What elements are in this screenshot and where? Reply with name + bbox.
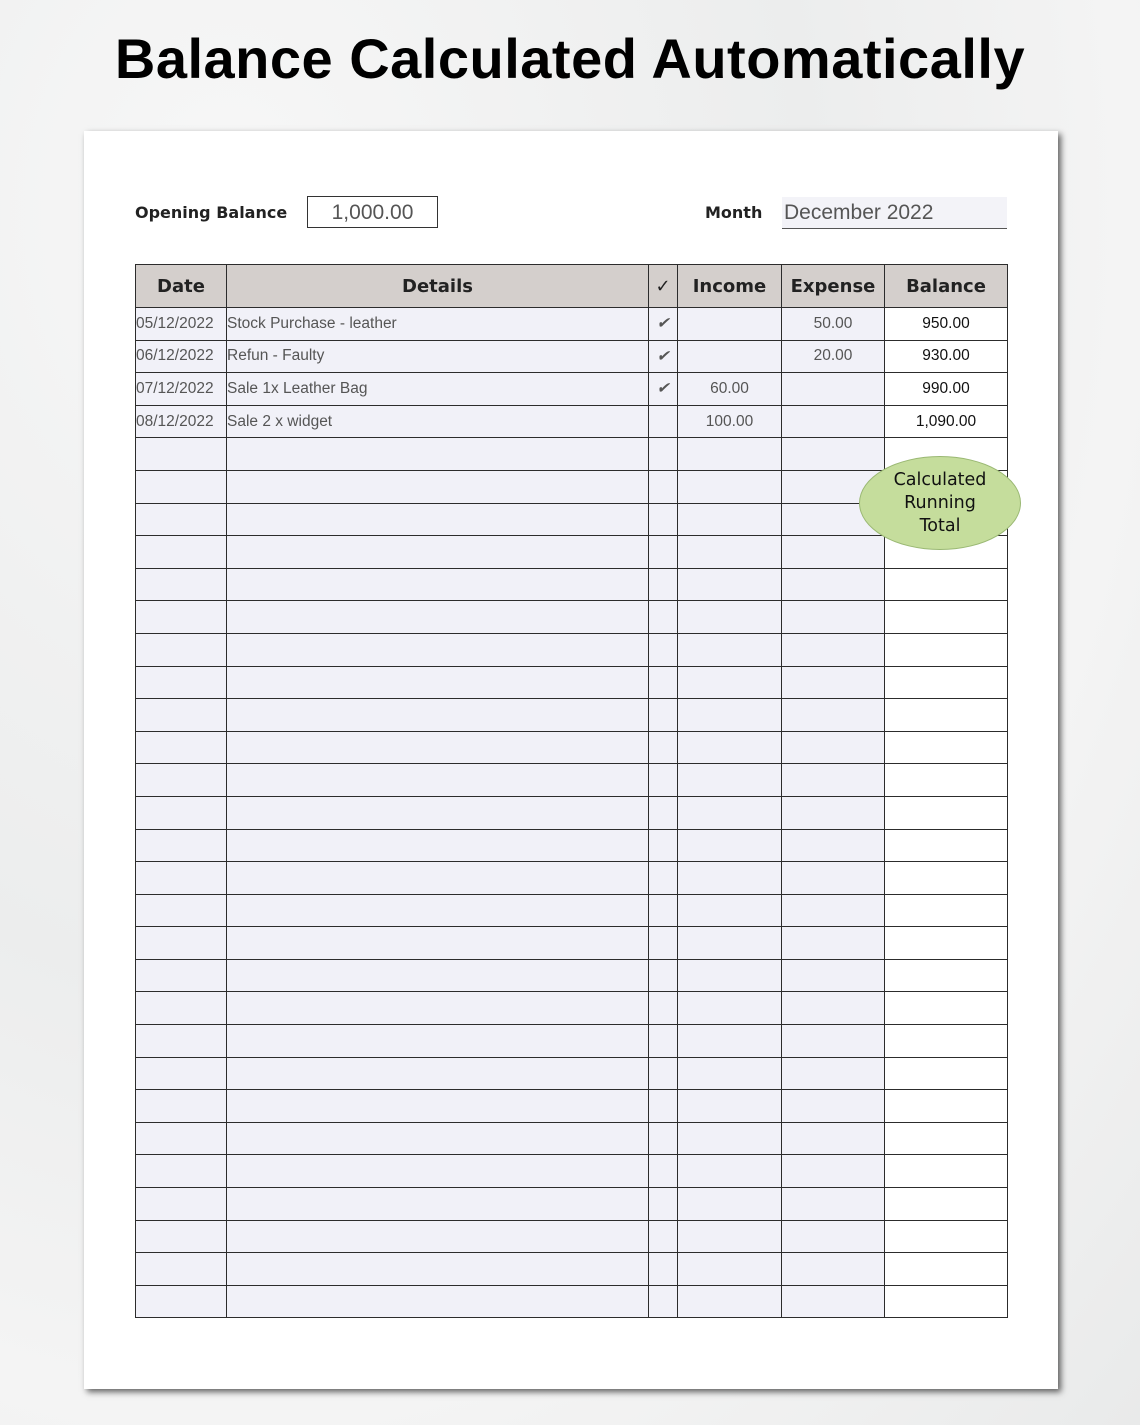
expense-cell[interactable] [782,764,885,797]
details-cell[interactable] [227,470,649,503]
details-cell[interactable] [227,731,649,764]
date-cell[interactable] [136,438,227,471]
check-cell[interactable] [649,927,678,960]
header-details: Details [227,265,649,308]
balance-cell [885,927,1008,960]
details-cell[interactable] [227,1188,649,1221]
details-cell[interactable] [227,829,649,862]
details-cell[interactable] [227,633,649,666]
balance-cell [885,829,1008,862]
expense-cell[interactable] [782,373,885,406]
check-cell[interactable] [649,438,678,471]
income-cell[interactable] [678,1057,782,1090]
header-balance: Balance [885,265,1008,308]
callout-line-2: Running [904,492,976,513]
table-row [136,731,1008,764]
income-cell[interactable] [678,1220,782,1253]
income-cell[interactable] [678,1090,782,1123]
date-cell[interactable] [136,764,227,797]
details-cell[interactable] [227,536,649,569]
income-cell[interactable] [678,1025,782,1058]
expense-cell[interactable] [782,568,885,601]
balance-cell [885,1253,1008,1286]
check-cell[interactable] [649,699,678,732]
balance-cell [885,601,1008,634]
table-row [136,373,1008,406]
header-income: Income [678,265,782,308]
table-row [136,1057,1008,1090]
callout-line-3: Total [919,515,961,536]
header-check: ✓ [649,265,678,308]
details-cell[interactable] [227,894,649,927]
balance-cell [885,764,1008,797]
income-cell[interactable] [678,1285,782,1318]
details-cell[interactable] [227,1025,649,1058]
balance-cell [885,1057,1008,1090]
income-cell[interactable] [678,308,782,341]
check-cell[interactable] [649,568,678,601]
check-cell[interactable] [649,405,678,438]
date-cell[interactable] [136,1253,227,1286]
expense-cell[interactable] [782,927,885,960]
header-date: Date [136,265,227,308]
check-cell[interactable]: ✔ [649,373,678,406]
income-cell[interactable] [678,894,782,927]
table-row [136,699,1008,732]
details-cell[interactable]: Stock Purchase - leather [227,308,649,341]
table-row [136,1253,1008,1286]
table-row [136,927,1008,960]
header-expense: Expense [782,265,885,308]
table-row [136,959,1008,992]
balance-cell [885,568,1008,601]
date-cell[interactable] [136,1220,227,1253]
expense-cell[interactable] [782,959,885,992]
header-row [136,265,1008,308]
details-cell[interactable] [227,796,649,829]
date-cell[interactable] [136,1057,227,1090]
date-cell[interactable] [136,601,227,634]
check-cell[interactable] [649,959,678,992]
details-cell[interactable] [227,601,649,634]
table-row [136,405,1008,438]
ledger-table [135,264,1008,1318]
date-cell[interactable] [136,731,227,764]
check-cell[interactable] [649,1025,678,1058]
income-cell[interactable] [678,1253,782,1286]
income-cell[interactable] [678,340,782,373]
expense-cell[interactable] [782,1155,885,1188]
balance-cell [885,1188,1008,1221]
income-cell[interactable] [678,568,782,601]
expense-cell[interactable] [782,1122,885,1155]
table-row [136,633,1008,666]
check-cell[interactable] [649,894,678,927]
income-cell[interactable] [678,438,782,471]
check-cell[interactable]: ✔ [649,340,678,373]
expense-cell[interactable] [782,633,885,666]
date-cell[interactable] [136,536,227,569]
expense-cell[interactable] [782,829,885,862]
date-cell[interactable]: 08/12/2022 [136,405,227,438]
date-cell[interactable] [136,1122,227,1155]
expense-cell[interactable] [782,1188,885,1221]
expense-cell[interactable] [782,405,885,438]
income-cell[interactable] [678,536,782,569]
income-cell[interactable] [678,959,782,992]
check-cell[interactable] [649,796,678,829]
balance-cell [885,699,1008,732]
expense-cell[interactable]: 20.00 [782,340,885,373]
date-cell[interactable] [136,894,227,927]
month-label: Month [705,203,763,222]
income-cell[interactable] [678,601,782,634]
details-cell[interactable] [227,1285,649,1318]
expense-cell[interactable] [782,1253,885,1286]
balance-cell: 930.00 [885,340,1008,373]
date-cell[interactable] [136,796,227,829]
balance-cell [885,633,1008,666]
callout-line-1: Calculated [893,469,987,490]
income-cell[interactable] [678,1155,782,1188]
details-cell[interactable] [227,503,649,536]
income-cell[interactable] [678,1122,782,1155]
income-cell[interactable] [678,503,782,536]
income-cell[interactable] [678,927,782,960]
balance-cell [885,1122,1008,1155]
date-cell[interactable]: 07/12/2022 [136,373,227,406]
income-cell[interactable] [678,1188,782,1221]
details-cell[interactable] [227,568,649,601]
expense-cell[interactable] [782,699,885,732]
table-row [136,1025,1008,1058]
check-cell[interactable] [649,829,678,862]
check-cell[interactable] [649,992,678,1025]
expense-cell[interactable] [782,862,885,895]
check-cell[interactable] [649,1188,678,1221]
table-row [136,340,1008,373]
table-row [136,1188,1008,1221]
details-cell[interactable] [227,666,649,699]
check-cell[interactable] [649,633,678,666]
details-cell[interactable] [227,927,649,960]
expense-cell[interactable] [782,1025,885,1058]
expense-cell[interactable] [782,536,885,569]
income-cell[interactable]: 100.00 [678,405,782,438]
check-cell[interactable] [649,1090,678,1123]
balance-cell [885,666,1008,699]
check-cell[interactable] [649,1057,678,1090]
details-cell[interactable] [227,959,649,992]
table-row [136,1220,1008,1253]
table-row [136,862,1008,895]
balance-cell [885,1025,1008,1058]
expense-cell[interactable] [782,601,885,634]
date-cell[interactable] [136,1155,227,1188]
date-cell[interactable] [136,1090,227,1123]
table-row [136,1090,1008,1123]
ledger-sheet [84,131,1058,1389]
date-cell[interactable] [136,568,227,601]
income-cell[interactable] [678,470,782,503]
balance-cell [885,1090,1008,1123]
check-cell[interactable] [649,1285,678,1318]
expense-cell[interactable] [782,1090,885,1123]
details-cell[interactable] [227,764,649,797]
details-cell[interactable] [227,1090,649,1123]
date-cell[interactable] [136,1188,227,1221]
check-cell[interactable] [649,536,678,569]
month-field[interactable]: December 2022 [782,197,1007,229]
balance-cell [885,959,1008,992]
income-cell[interactable] [678,862,782,895]
income-cell[interactable] [678,764,782,797]
details-cell[interactable] [227,1253,649,1286]
check-cell[interactable] [649,764,678,797]
table-row [136,829,1008,862]
details-cell[interactable]: Sale 1x Leather Bag [227,373,649,406]
check-cell[interactable] [649,470,678,503]
table-row [136,601,1008,634]
date-cell[interactable] [136,862,227,895]
date-cell[interactable]: 05/12/2022 [136,308,227,341]
balance-cell [885,1155,1008,1188]
balance-cell [885,894,1008,927]
income-cell[interactable] [678,699,782,732]
date-cell[interactable] [136,1285,227,1318]
details-cell[interactable] [227,992,649,1025]
expense-cell[interactable] [782,666,885,699]
table-row [136,764,1008,797]
check-cell[interactable] [649,601,678,634]
expense-cell[interactable] [782,438,885,471]
balance-cell: 950.00 [885,308,1008,341]
balance-cell [885,1285,1008,1318]
details-cell[interactable] [227,1220,649,1253]
income-cell[interactable]: 60.00 [678,373,782,406]
table-row [136,666,1008,699]
table-row [136,1285,1008,1318]
check-cell[interactable] [649,1122,678,1155]
date-cell[interactable] [136,829,227,862]
income-cell[interactable] [678,666,782,699]
date-cell[interactable] [136,470,227,503]
expense-cell[interactable] [782,1285,885,1318]
details-cell[interactable] [227,1122,649,1155]
check-cell[interactable] [649,1253,678,1286]
date-cell[interactable] [136,699,227,732]
date-cell[interactable] [136,1025,227,1058]
details-cell[interactable] [227,699,649,732]
headline: Balance Calculated Automatically [114,27,1026,90]
check-cell[interactable] [649,1155,678,1188]
check-cell[interactable] [649,731,678,764]
details-cell[interactable] [227,1155,649,1188]
running-total-callout [859,456,1021,550]
balance-cell [885,1220,1008,1253]
details-cell[interactable] [227,1057,649,1090]
balance-cell [885,731,1008,764]
date-cell[interactable] [136,959,227,992]
details-cell[interactable]: Refun - Faulty [227,340,649,373]
expense-cell[interactable] [782,731,885,764]
check-cell[interactable] [649,862,678,895]
balance-cell [885,796,1008,829]
date-cell[interactable] [136,666,227,699]
table-row [136,894,1008,927]
income-cell[interactable] [678,633,782,666]
check-cell[interactable] [649,503,678,536]
income-cell[interactable] [678,829,782,862]
expense-cell[interactable] [782,1220,885,1253]
table-row [136,438,1008,471]
table-row [136,1155,1008,1188]
table-row [136,568,1008,601]
income-cell[interactable] [678,731,782,764]
date-cell[interactable] [136,927,227,960]
date-cell[interactable] [136,633,227,666]
balance-cell: 990.00 [885,373,1008,406]
expense-cell[interactable] [782,796,885,829]
table-row [136,796,1008,829]
expense-cell[interactable] [782,992,885,1025]
balance-cell: 1,090.00 [885,405,1008,438]
details-cell[interactable] [227,862,649,895]
opening-balance-label: Opening Balance [135,203,288,222]
table-row [136,308,1008,341]
income-cell[interactable] [678,992,782,1025]
check-cell[interactable] [649,666,678,699]
date-cell[interactable]: 06/12/2022 [136,340,227,373]
check-cell[interactable] [649,1220,678,1253]
opening-balance-field[interactable]: 1,000.00 [307,196,438,228]
balance-cell [885,862,1008,895]
table-row [136,536,1008,569]
date-cell[interactable] [136,992,227,1025]
details-cell[interactable]: Sale 2 x widget [227,405,649,438]
balance-cell [885,992,1008,1025]
income-cell[interactable] [678,796,782,829]
table-row [136,992,1008,1025]
date-cell[interactable] [136,503,227,536]
expense-cell[interactable]: 50.00 [782,308,885,341]
table-row [136,1122,1008,1155]
details-cell[interactable] [227,438,649,471]
expense-cell[interactable] [782,1057,885,1090]
check-cell[interactable]: ✔ [649,308,678,341]
expense-cell[interactable] [782,894,885,927]
